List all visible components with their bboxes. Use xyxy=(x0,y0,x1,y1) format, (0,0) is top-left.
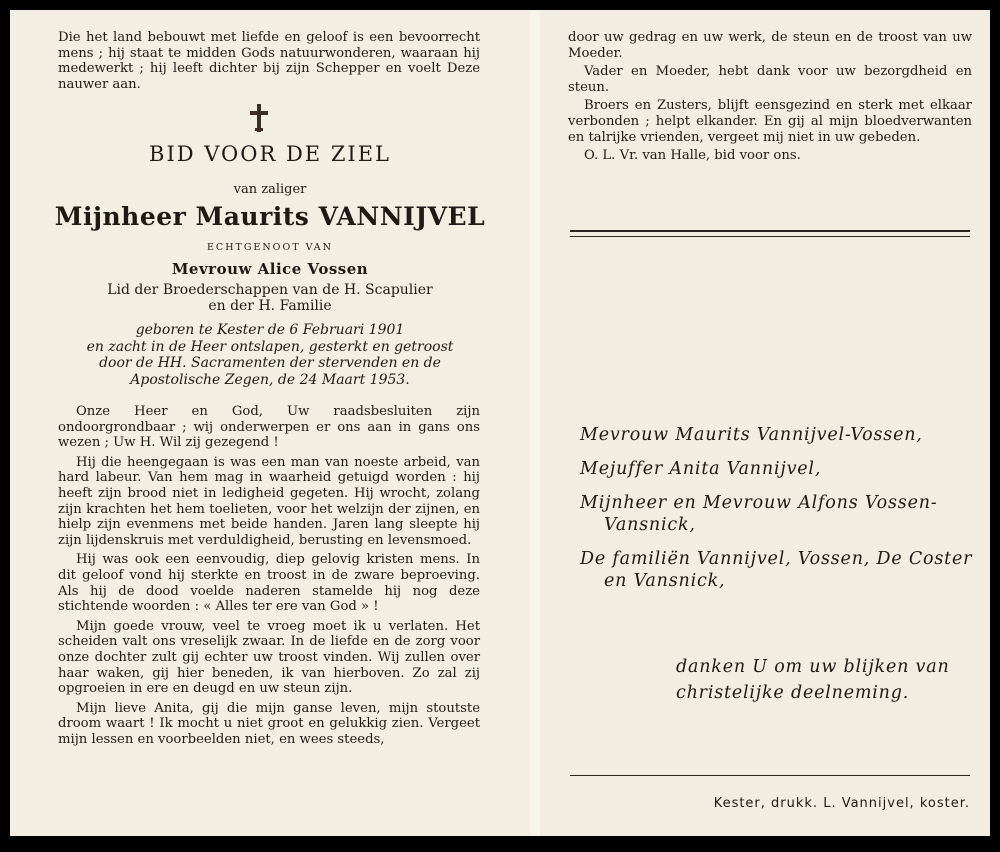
family-line-part: en Vansnick, xyxy=(604,571,726,591)
birth-death-line: geboren te Kester de 6 Februari 1901 xyxy=(135,322,405,338)
prayer-line: O. L. Vr. van Halle, bid voor ons. xyxy=(584,148,801,164)
divider xyxy=(570,236,970,237)
closing-line: danken U om uw blijken van xyxy=(676,657,950,677)
cross-icon xyxy=(250,104,268,132)
family-line: Mevrouw Maurits Vannijvel-Vossen, xyxy=(580,425,923,445)
closing-line: christelijke deelneming. xyxy=(676,683,910,703)
closing-thanks xyxy=(676,654,976,706)
body-paragraph: Mijn goede vrouw, veel te vroeg moet ik u verlaten. Het scheiden valt ons vreselijk zwaar. In de liefde en de zorg voor onze dochter zult gij echter uw troost vinden. Wij zullen over haar waken, gij hier beneden, ik van hierboven. Zo zal zij opgroeien in ere en deugd en uw steun zijn. xyxy=(58,618,480,697)
family-line-part: De familiën Vannijvel, Vossen, De Coster xyxy=(580,549,973,569)
memorial-card xyxy=(10,10,990,836)
family-line-part: Mijnheer en Mevrouw Alfons Vossen- xyxy=(580,493,938,513)
family-line-part: Vansnick, xyxy=(604,515,696,535)
family-line xyxy=(580,492,980,536)
body-paragraph: Vader en Moeder, hebt dank voor uw bezorgdheid en steun. xyxy=(568,64,972,95)
body-paragraph: Hij was ook een eenvoudig, diep gelovig kristen mens. In dit geloof vond hij sterkte en troost in de zware beproeving. Als hij de dood voelde naderen stamelde hij nog deze stichtende woorden : « Alles ter ere van God » ! xyxy=(58,552,480,615)
printer-credit: Kester, drukk. L. Vannijvel, koster. xyxy=(713,796,970,811)
subheading: van zaliger xyxy=(233,182,307,197)
divider xyxy=(570,230,970,232)
family-list xyxy=(580,424,980,604)
spouse-label: ECHTGENOOT VAN xyxy=(207,242,333,253)
birth-death-info xyxy=(40,322,500,388)
body-paragraph: Broers en Zusters, blijft eensgezind en sterk met elkaar verbonden ; helpt elkander. En gij al mijn bloedverwanten en talrijke vrienden, vergeet mij niet in uw gebeden. xyxy=(568,98,972,145)
right-page xyxy=(540,10,990,836)
membership-line: Lid der Broederschappen van de H. Scapulier xyxy=(107,282,433,298)
continuation-paragraph: door uw gedrag en uw werk, de steun en de troost van uw Moeder. xyxy=(568,30,972,61)
body-paragraph: Hij die heengegaan is was een man van noeste arbeid, van hard labeur. Van hem mag in waarheid getuigd worden : hij heeft zijn brood niet in ledigheid gegeten. Hij wrocht, zolang zijn krachten het hem toelieten, voor het welzijn der zijnen, en hielp zijn evenmens met beide handen. Jaren lang sleepte hij zijn lijdenskruis met verduldigheid, berusting en levensmoed. xyxy=(58,454,480,548)
family-line: Mejuffer Anita Vannijvel, xyxy=(580,459,822,479)
left-page xyxy=(10,10,530,836)
page-fold xyxy=(530,10,540,836)
body-paragraph: Onze Heer en God, Uw raadsbesluiten zijn ondoorgrondbaar ; wij onderwerpen er ons aan in gans ons wezen ; Uw H. Wil zij gezegend ! xyxy=(58,404,480,451)
divider xyxy=(570,775,970,776)
birth-death-line: Apostolische Zegen, de 24 Maart 1953. xyxy=(130,371,410,388)
family-line xyxy=(580,548,980,592)
birth-death-line: en zacht in de Heer ontslapen, gesterkt en getroost xyxy=(86,338,454,355)
birth-death-line: door de HH. Sacramenten der stervenden en de xyxy=(99,355,441,371)
membership-line: en der H. Familie xyxy=(208,298,332,314)
deceased-name: Mijnheer Maurits VANNIJVEL xyxy=(54,202,486,231)
spouse-name: Mevrouw Alice Vossen xyxy=(171,260,369,278)
membership xyxy=(40,282,500,314)
heading: BID VOOR DE ZIEL xyxy=(149,142,391,166)
body-paragraph: Mijn lieve Anita, gij die mijn ganse leven, mijn stoutste droom waart ! Ik mocht u niet groot en gelukkig zien. Vergeet mijn lessen en voorbeelden niet, en wees steeds, xyxy=(58,700,480,747)
right-text xyxy=(568,30,972,167)
body-text xyxy=(58,404,480,751)
intro-paragraph: Die het land bebouwt met liefde en geloof is een bevoorrecht mens ; hij staat te midden Gods natuurwonderen, waaraan hij medewerkt ; hij leeft dichter bij zijn Schepper en voelt Deze nauwer aan. xyxy=(58,30,480,92)
